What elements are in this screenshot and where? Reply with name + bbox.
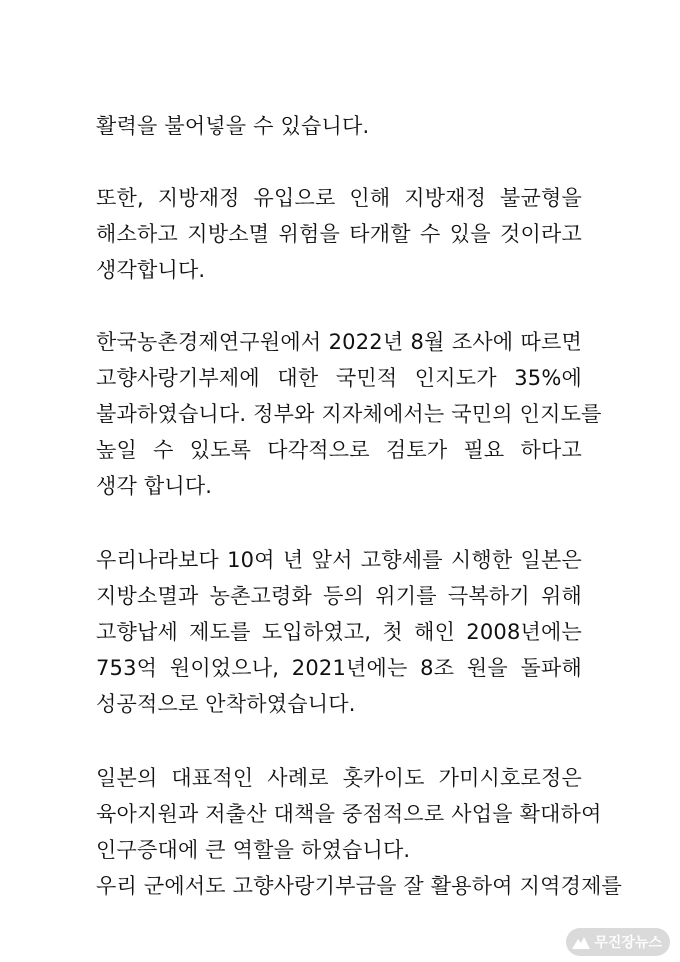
text-line: 높일 수 있도록 다각적으로 검토가 필요 하다고	[96, 438, 582, 462]
text-line: 또한, 지방재정 유입으로 인해 지방재정 불균형을	[96, 186, 582, 210]
watermark-text: 무진장뉴스	[594, 935, 662, 951]
text-line: 일본의 대표적인 사례로 홋카이도 가미시호로정은	[96, 766, 582, 790]
text-line: 우리나라보다 10여 년 앞서 고향세를 시행한 일본은	[96, 548, 582, 572]
text-line: 생각 합니다.	[96, 474, 213, 498]
text-line: 한국농촌경제연구원에서 2022년 8월 조사에 따르면	[96, 330, 582, 354]
text-line: 생각합니다.	[96, 258, 206, 282]
text-line: 지방소멸과 농촌고령화 등의 위기를 극복하기 위해	[96, 584, 582, 608]
text-line: 고향납세 제도를 도입하였고, 첫 해인 2008년에는	[96, 620, 582, 644]
text-line: 해소하고 지방소멸 위험을 타개할 수 있을 것이라고	[96, 222, 582, 246]
watermark	[566, 928, 670, 956]
text-line: 성공적으로 안착하였습니다.	[96, 692, 356, 716]
text-line: 불과하였습니다. 정부와 지자체에서는 국민의 인지도를	[96, 402, 602, 426]
text-line: 육아지원과 저출산 대책을 중점적으로 사업을 확대하여	[96, 802, 602, 826]
text-line: 우리 군에서도 고향사랑기부금을 잘 활용하여 지역경제를	[96, 874, 623, 898]
text-line: 753억 원이었으나, 2021년에는 8조 원을 돌파해	[96, 656, 582, 680]
mountain-logo-icon	[572, 935, 590, 949]
text-line: 인구증대에 큰 역할을 하였습니다.	[96, 838, 411, 862]
text-line: 고향사랑기부제에 대한 국민적 인지도가 35%에	[96, 366, 582, 390]
text-line: 활력을 불어넣을 수 있습니다.	[96, 114, 370, 138]
